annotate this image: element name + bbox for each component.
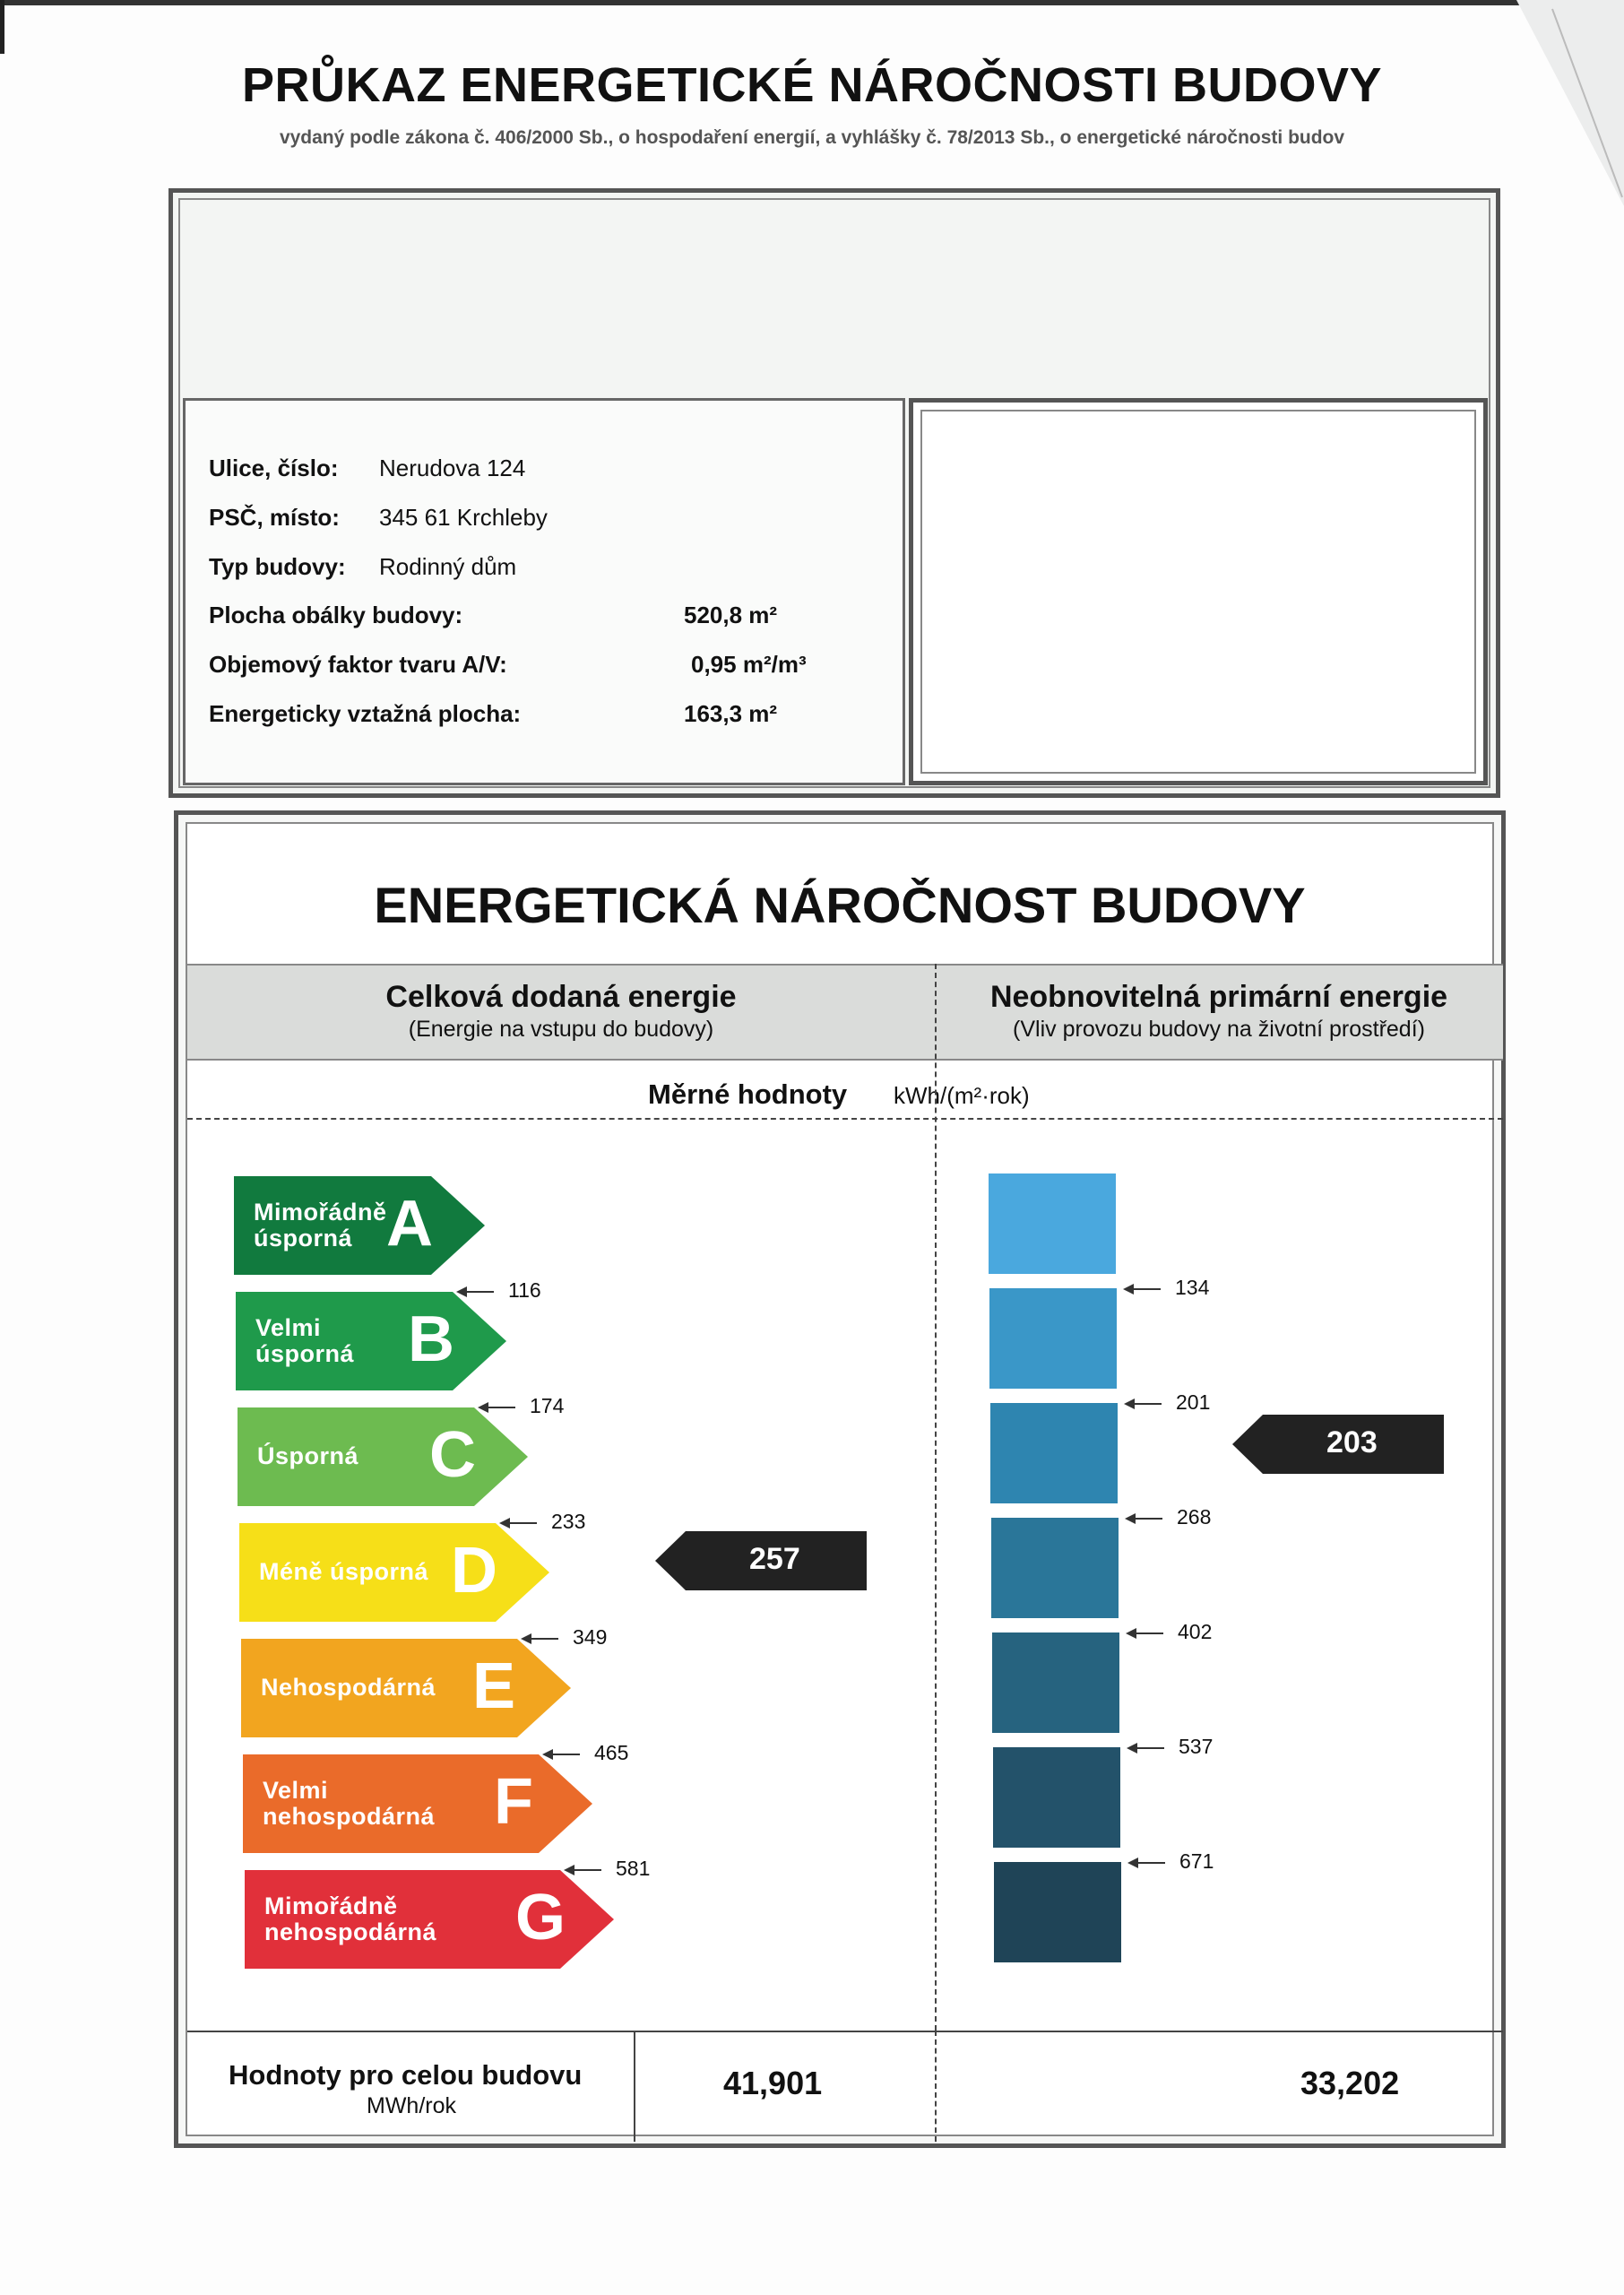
threshold-arrow-icon bbox=[1126, 1403, 1162, 1405]
energy-class-c-bar bbox=[238, 1407, 528, 1506]
info-shape-factor bbox=[209, 651, 807, 679]
totals-divider-left bbox=[634, 2031, 635, 2142]
primary-threshold: 201 bbox=[1126, 1390, 1210, 1415]
envelope-value: 520,8 m² bbox=[684, 602, 778, 628]
primary-threshold: 134 bbox=[1125, 1276, 1209, 1300]
energy-class-g-label: Mimořádně nehospodárná bbox=[264, 1892, 437, 1945]
delivered-energy-header bbox=[187, 964, 935, 1061]
primary-threshold: 537 bbox=[1128, 1735, 1213, 1759]
street-label: Ulice, číslo: bbox=[209, 455, 339, 481]
totals-divider-right bbox=[935, 2031, 937, 2142]
primary-energy-title: Neobnovitelná primární energie bbox=[989, 980, 1448, 1014]
reference-area-value: 163,3 m² bbox=[684, 700, 778, 727]
delivered-energy-title: Celková dodaná energie bbox=[385, 980, 737, 1014]
building-info-panel bbox=[183, 398, 905, 785]
delivered-energy-indicator: 257 bbox=[655, 1531, 867, 1590]
threshold-arrow-icon bbox=[523, 1638, 558, 1640]
threshold-arrow-icon bbox=[501, 1522, 537, 1524]
threshold-arrow-icon bbox=[1128, 1747, 1164, 1749]
delivered-threshold: 349 bbox=[523, 1625, 607, 1650]
primary-energy-indicator: 203 bbox=[1232, 1415, 1444, 1474]
street-value: Nerudova 124 bbox=[379, 455, 526, 481]
energy-class-d-bar bbox=[239, 1523, 549, 1622]
certificate-subtitle: vydaný podle zákona č. 406/2000 Sb., o hospodaření energií, a vyhlášky č. 78/2013 Sb., o energetické náročnosti budov bbox=[279, 127, 1345, 148]
whole-building-label: Hodnoty pro celou budovu bbox=[229, 2059, 583, 2091]
threshold-arrow-icon bbox=[1127, 1632, 1163, 1634]
shape-factor-value: 0,95 m²/m³ bbox=[691, 651, 807, 678]
threshold-arrow-icon bbox=[1127, 1518, 1162, 1520]
threshold-arrow-icon bbox=[566, 1869, 601, 1871]
page-top-edge bbox=[0, 0, 1624, 5]
delivered-threshold: 174 bbox=[479, 1394, 564, 1418]
total-primary-energy: 33,202 bbox=[1300, 2065, 1400, 2101]
info-envelope bbox=[209, 602, 778, 629]
primary-energy-header bbox=[935, 964, 1503, 1061]
energy-class-e-letter: E bbox=[472, 1650, 516, 1722]
energy-class-c-letter: C bbox=[429, 1419, 476, 1491]
info-type bbox=[209, 553, 517, 581]
delivered-energy-subtitle: (Energie na vstupu do budovy) bbox=[408, 1017, 714, 1042]
primary-energy-segment bbox=[989, 1288, 1117, 1389]
shape-factor-label: Objemový faktor tvaru A/V: bbox=[209, 651, 507, 678]
energy-class-e-label: Nehospodárná bbox=[261, 1674, 436, 1701]
threshold-arrow-icon bbox=[544, 1754, 580, 1755]
info-street bbox=[209, 455, 526, 482]
city-value: 345 61 Krchleby bbox=[379, 504, 548, 531]
primary-threshold: 402 bbox=[1127, 1620, 1212, 1644]
primary-threshold: 268 bbox=[1127, 1505, 1211, 1529]
specific-values-unit: kWh/(m²·rok) bbox=[894, 1082, 1030, 1109]
whole-building-unit: MWh/rok bbox=[367, 2093, 456, 2118]
primary-threshold: 671 bbox=[1129, 1849, 1214, 1874]
energy-class-d-letter: D bbox=[451, 1535, 497, 1606]
specific-values-label: Měrné hodnoty bbox=[648, 1078, 848, 1110]
energy-class-d-label: Méně úsporná bbox=[259, 1558, 429, 1585]
energy-class-b-label: Velmi úsporná bbox=[255, 1314, 355, 1367]
delivered-threshold: 465 bbox=[544, 1741, 628, 1765]
energy-class-g-letter: G bbox=[515, 1882, 566, 1953]
primary-energy-segment bbox=[994, 1862, 1121, 1962]
total-delivered-energy: 41,901 bbox=[723, 2065, 823, 2101]
energy-class-e-bar bbox=[241, 1639, 571, 1737]
threshold-arrow-icon bbox=[458, 1291, 494, 1293]
building-photo-frame bbox=[909, 398, 1488, 785]
energy-class-b-letter: B bbox=[408, 1303, 454, 1375]
certificate-title: PRŮKAZ ENERGETICKÉ NÁROČNOSTI BUDOVY bbox=[241, 58, 1383, 112]
threshold-arrow-icon bbox=[1125, 1288, 1161, 1290]
header-separator bbox=[187, 1118, 1503, 1120]
delivered-threshold: 116 bbox=[458, 1278, 541, 1303]
primary-energy-segment bbox=[991, 1518, 1119, 1618]
energy-class-a-letter: A bbox=[386, 1188, 433, 1260]
delivered-threshold: 233 bbox=[501, 1510, 585, 1534]
energy-class-f-letter: F bbox=[494, 1766, 533, 1838]
energy-performance-title: ENERGETICKÁ NÁROČNOST BUDOVY bbox=[374, 877, 1306, 933]
threshold-arrow-icon bbox=[479, 1407, 515, 1408]
energy-performance-inner bbox=[186, 822, 1494, 2136]
energy-class-a-bar bbox=[234, 1176, 485, 1275]
primary-energy-segment bbox=[989, 1173, 1116, 1274]
type-value: Rodinný dům bbox=[379, 553, 517, 580]
energy-class-c-label: Úsporná bbox=[257, 1442, 359, 1469]
column-separator bbox=[935, 964, 937, 2031]
energy-class-f-bar bbox=[243, 1754, 592, 1853]
energy-performance-panel bbox=[174, 810, 1506, 2148]
city-label: PSČ, místo: bbox=[209, 504, 340, 531]
threshold-arrow-icon bbox=[1129, 1862, 1165, 1864]
reference-area-label: Energeticky vztažná plocha: bbox=[209, 700, 522, 727]
primary-energy-segment bbox=[992, 1632, 1119, 1733]
primary-energy-segment bbox=[990, 1403, 1118, 1503]
envelope-label: Plocha obálky budovy: bbox=[209, 602, 463, 628]
totals-separator bbox=[187, 2031, 1503, 2032]
energy-class-g-bar bbox=[245, 1870, 614, 1969]
delivered-threshold: 581 bbox=[566, 1857, 650, 1881]
type-label: Typ budovy: bbox=[209, 553, 346, 580]
primary-energy-subtitle: (Vliv provozu budovy na životní prostředí) bbox=[1013, 1017, 1425, 1042]
info-reference-area bbox=[209, 700, 778, 728]
energy-class-a-label: Mimořádně úsporná bbox=[254, 1199, 387, 1251]
page-left-edge bbox=[0, 0, 4, 54]
info-city bbox=[209, 504, 548, 532]
primary-energy-segment bbox=[993, 1747, 1120, 1848]
energy-class-f-label: Velmi nehospodárná bbox=[263, 1777, 436, 1830]
building-photo-placeholder bbox=[920, 410, 1476, 774]
energy-class-b-bar bbox=[236, 1292, 506, 1390]
